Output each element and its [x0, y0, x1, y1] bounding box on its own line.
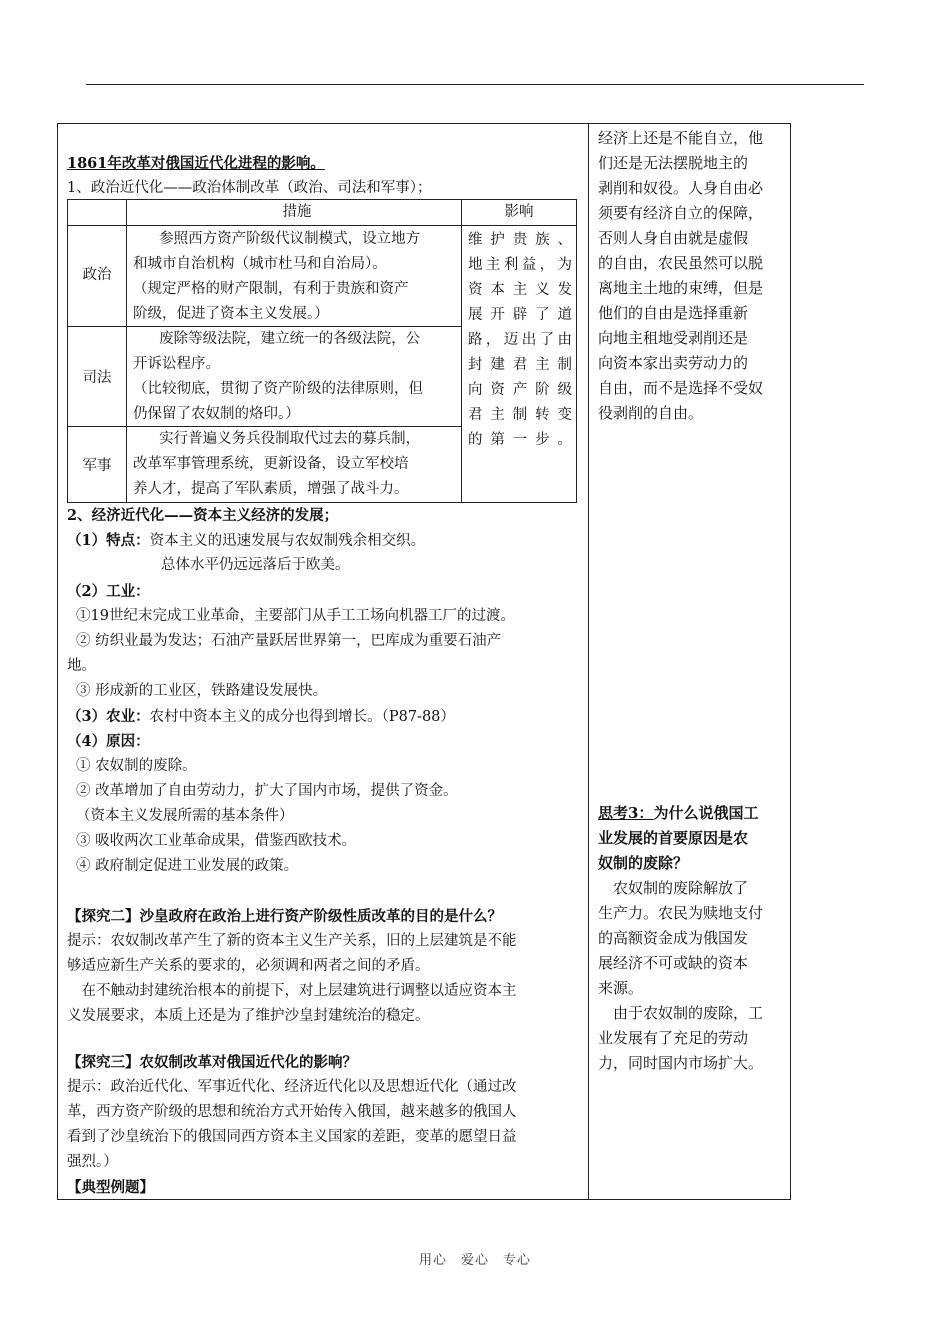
military-line-1: 实行普遍义务兵役制取代过去的募兵制，	[159, 431, 421, 447]
table-vline-1	[126, 200, 127, 502]
econ-industry-label: （2）工业：	[67, 583, 150, 600]
think3-label: 思考3：	[598, 804, 654, 822]
right-note-line: 们还是无法摆脱地主的	[598, 154, 749, 172]
politics-line-1: 参照西方资产阶级代议制模式，设立地方	[159, 231, 421, 247]
header-measure: 措施	[282, 204, 312, 220]
right-note-line: 他们的自由是选择重新	[598, 304, 749, 322]
think3-answer-line: 业发展有了充足的劳动	[598, 1029, 749, 1047]
econ-features-text: 资本主义的迅速发展与农奴制残余相交织。	[149, 533, 426, 549]
row-label-politics: 政治	[82, 267, 112, 283]
econ-line-10: ① 农奴制的废除。	[76, 758, 197, 774]
inquiry2-title: 【探究二】沙皇政府在政治上进行资产阶级性质改革的目的是什么？	[67, 908, 502, 925]
econ-reasons-label: （4）原因：	[67, 733, 150, 750]
reform-table	[67, 199, 577, 503]
inquiry3-line: 提示：政治近代化、军事近代化、经济近代化以及思想近代化（通过改	[67, 1079, 517, 1095]
think3-answer-line: 力，同时国内市场扩大。	[598, 1054, 764, 1072]
judiciary-line-2: 开诉讼程序。	[133, 356, 220, 372]
inquiry2-line: 在不触动封建统治根本的前提下，对上层建筑进行调整以适应资本主	[67, 983, 517, 999]
examples-heading: 【典型例题】	[67, 1179, 154, 1196]
econ-agri-label: （3）农业：	[67, 708, 150, 725]
think3-title-3: 奴制的废除？	[598, 854, 689, 872]
effect-line: 维护贵族、	[468, 232, 572, 248]
judiciary-line-1: 废除等级法院，建立统一的各级法院，公	[159, 331, 421, 347]
effect-line: 向资产阶级	[468, 382, 572, 398]
econ-line-2: 总体水平仍远远落后于欧美。	[161, 557, 350, 573]
econ-features	[67, 528, 583, 554]
right-note-line: 自由，而不是选择不受奴	[598, 379, 764, 397]
econ-line-13: ③ 吸收两次工业革命成果，借鉴西欧技术。	[76, 833, 357, 849]
think3-title-2: 业发展的首要原因是农	[598, 829, 749, 847]
table-vline-2	[461, 200, 462, 502]
right-note-line: 向地主租地受剥削还是	[598, 329, 749, 347]
inquiry2-line: 够适应新生产关系的要求的，必须调和两者之间的矛盾。	[67, 958, 430, 974]
effect-line: 资本主义发	[468, 282, 572, 298]
inquiry3-line: 革，西方资产阶级的思想和统治方式开始传入俄国，越来越多的俄国人	[67, 1104, 517, 1120]
econ-line-4: ①19世纪末完成工业革命，主要部门从手工工场向机器工厂的过渡。	[76, 608, 515, 624]
right-note-line: 剥削和奴役。人身自由必	[598, 179, 764, 197]
right-note-line: 须要有经济自立的保障，	[598, 204, 764, 222]
inquiry3-title: 【探究三】农奴制改革对俄国近代化的影响？	[67, 1054, 357, 1071]
think3-answer-line: 来源。	[598, 979, 644, 997]
effect-line: 展开辟了道	[468, 307, 572, 323]
econ-line-5: ② 纺织业最为发达；石油产量跃居世界第一，巴库成为重要石油产	[76, 633, 502, 649]
econ-line-6: 地。	[67, 658, 96, 674]
econ-line-14: ④ 政府制定促进工业发展的政策。	[76, 858, 299, 874]
think3-answer-line: 的高额资金成为俄国发	[598, 929, 749, 947]
politics-line-3: （规定严格的财产限制，有利于贵族和资产	[133, 281, 409, 297]
effect-line: 地主利益，为	[468, 257, 572, 273]
page-footer: 用心 爱心 专心	[418, 1253, 531, 1268]
effect-line: 君主制转变	[468, 407, 572, 423]
inquiry2-line: 提示：农奴制改革产生了新的资本主义生产关系，旧的上层建筑是不能	[67, 933, 517, 949]
econ-features-label: （1）特点：	[67, 532, 150, 549]
econ-line-12: （资本主义发展所需的基本条件）	[76, 808, 294, 824]
right-note-line: 经济上还是不能自立，他	[598, 129, 764, 147]
row-label-judiciary: 司法	[82, 370, 112, 386]
table-effect	[468, 228, 572, 453]
military-line-2: 改革军事管理系统，更新设备，设立军校培	[133, 456, 409, 472]
effect-line: 封建君主制	[468, 357, 572, 373]
row-judiciary-measures	[133, 327, 457, 427]
right-note-line: 的自由，农民虽然可以脱	[598, 254, 764, 272]
row-label-military: 军事	[82, 458, 112, 474]
econ-line-7: ③ 形成新的工业区，铁路建设发展快。	[76, 683, 328, 699]
content-table	[57, 123, 791, 1200]
effect-line: 路，迈出了由	[468, 332, 572, 348]
row-politics-measures	[133, 227, 457, 327]
think3-answer-line: 由于农奴制的废除，工	[598, 1004, 764, 1022]
inquiry3-line: 看到了沙皇统治下的俄国同西方资本主义国家的差距，变革的愿望日益	[67, 1129, 517, 1145]
think3-title-text: 为什么说俄国工	[653, 804, 759, 822]
politics-line-4: 阶级，促进了资本主义发展。）	[133, 306, 329, 322]
right-note-line: 否则人身自由就是虚假	[598, 229, 749, 247]
section-title: 1861年改革对俄国近代化进程的影响。	[67, 155, 325, 172]
political-heading: 1、政治近代化——政治体制改革（政治、司法和军事）；	[67, 180, 432, 196]
econ-line-11: ② 改革增加了自由劳动力，扩大了国内市场，提供了资金。	[76, 783, 458, 799]
column-divider	[588, 124, 589, 1199]
right-note-line: 役剥削的自由。	[598, 404, 704, 422]
row-military-measures	[133, 427, 457, 502]
politics-line-2: 和城市自治机构（城市杜马和自治局）。	[133, 256, 387, 272]
think3-title-1	[598, 801, 783, 826]
judiciary-line-4: 仍保留了农奴制的烙印。）	[133, 406, 300, 422]
inquiry3-line: 强烈。）	[67, 1154, 118, 1170]
think3-answer-line: 生产力。农民为赎地支付	[598, 904, 764, 922]
econ-agri-text: 农村中资本主义的成分也得到增长。（P87-88）	[149, 709, 455, 725]
economic-heading: 2、经济近代化——资本主义经济的发展；	[67, 507, 339, 524]
right-note-line: 向资本家出卖劳动力的	[598, 354, 749, 372]
econ-agriculture	[67, 704, 583, 730]
judiciary-line-3: （比较彻底，贯彻了资产阶级的法律原则，但	[133, 381, 423, 397]
think3-answer-line: 展经济不可或缺的资本	[598, 954, 749, 972]
inquiry2-line: 义发展要求，本质上还是为了维护沙皇封建统治的稳定。	[67, 1008, 430, 1024]
effect-line: 的第一步。	[468, 432, 572, 448]
military-line-3: 养人才，提高了军队素质，增强了战斗力。	[133, 481, 409, 497]
think3-answer-line: 农奴制的废除解放了	[598, 879, 749, 897]
header-rule	[86, 84, 864, 85]
reform-table-header	[68, 200, 576, 226]
right-note-line: 离地主土地的束缚，但是	[598, 279, 764, 297]
header-effect: 影响	[504, 204, 534, 220]
